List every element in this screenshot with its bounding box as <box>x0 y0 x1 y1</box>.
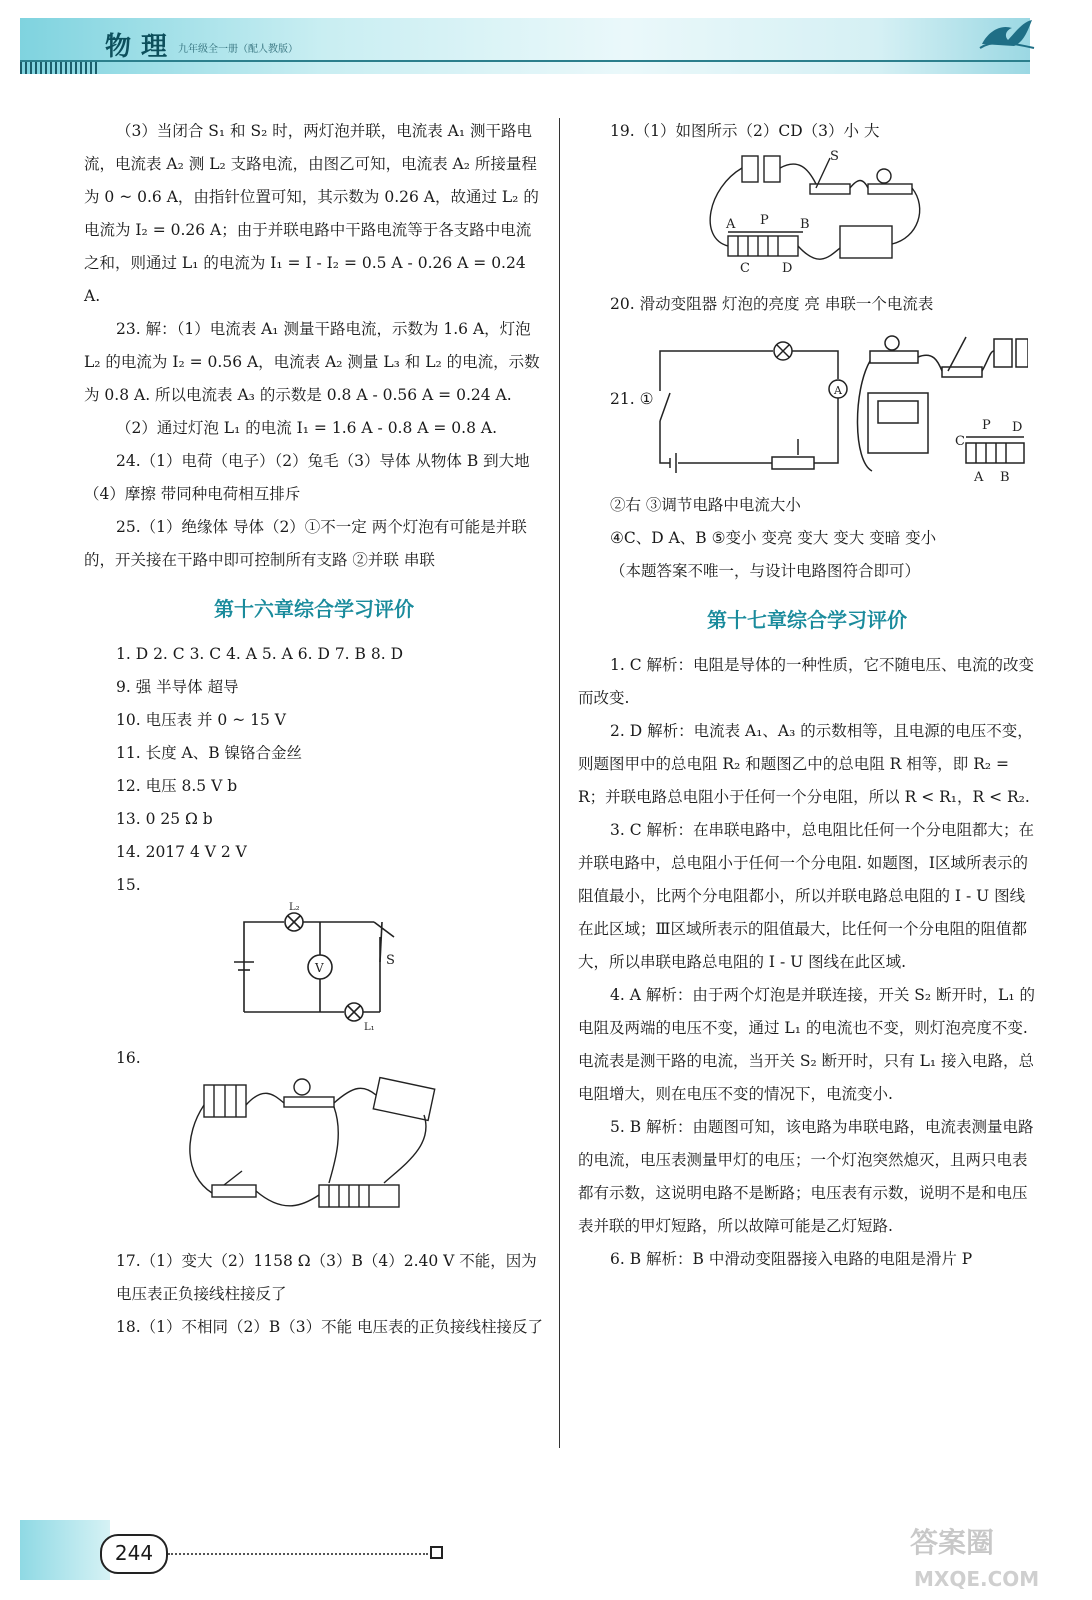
page-number: 244 <box>100 1534 168 1574</box>
answer-23-part2: （2）通过灯泡 L₁ 的电流 I₁ = 1.6 A - 0.8 A = 0.8 A. <box>116 419 497 437</box>
left-column <box>84 115 544 1344</box>
answer-21-part2: ②右 ③调节电路中电流大小 <box>610 496 801 514</box>
switch-s-label: S <box>386 953 395 968</box>
wave-logo-icon <box>978 14 1036 54</box>
answer-20: 20. 滑动变阻器 灯泡的亮度 亮 串联一个电流表 <box>610 295 934 313</box>
answer-25: 25.（1）绝缘体 导体（2）①不一定 两个灯泡有可能是并联的，开关接在干路中即可控制所有支路 ②并联 串联 <box>84 518 527 569</box>
answers-1-8: 1. D 2. C 3. C 4. A 5. A 6. D 7. B 8. D <box>116 645 403 663</box>
right-column <box>578 115 1036 1276</box>
fig21-p-label: P <box>982 418 991 433</box>
chapter-17-heading: 第十七章综合学习评价 <box>707 608 907 632</box>
explanation-4: 4. A 解析：由于两个灯泡是并联连接，开关 S₂ 断开时，L₁ 的电阻及两端的电压不变，通过 L₁ 的电流也不变，则灯泡亮度不变. 电流表是测干路的电流，当开关 S₂ 断开时，只有 L₁ 接入电路，总电阻增大，则在电压不变的情况下，电流变小. <box>578 986 1035 1103</box>
answer-23: 23. 解：（1）电流表 A₁ 测量干路电流，示数为 1.6 A，灯泡 L₂ 的电流为 I₂ = 0.56 A，电流表 A₂ 测量 L₃ 和 L₂ 的电流，示数为 0.8 A. 所以电流表 A₃ 的示数是 0.8 A - 0.56 A = 0.24 A. <box>84 320 540 404</box>
answer-18: 18.（1）不相同（2）B（3）不能 电压表的正负接线柱接反了 <box>116 1318 544 1336</box>
fig21-d-label: D <box>1012 420 1023 435</box>
answer-16-label: 16. <box>116 1049 141 1067</box>
footer-dotted-line <box>168 1553 428 1555</box>
footer-square-icon <box>430 1546 443 1559</box>
voltmeter-label: V <box>315 961 324 975</box>
explanation-2: 2. D 解析：电流表 A₁、A₃ 的示数相等，且电源的电压不变，则题图甲中的总电阻 R₂ 和题图乙中的总电阻 R 相等，即 R₂ = R；并联电路总电阻小于任何一个分电阻，所以 R < R₁，R < R₂. <box>578 722 1033 806</box>
fig19-b-label: B <box>800 217 810 232</box>
subject-title: 物理 <box>105 32 178 62</box>
answer-22-part3: （3）当闭合 S₁ 和 S₂ 时，两灯泡并联，电流表 A₁ 测干路电流，电流表 A₂ 测 L₂ 支路电流，由图乙可知，电流表 A₂ 所接量程为 0 ~ 0.6 A，由指针位置可知，其示数为 0.26 A，故通过 L₂ 的电流为 I₂ = 0.26 A；由于并联电路中干路电流等于各支路中电流之和，则通过 L₁ 的电流为 I₁ = I - I₂ = 0.5 A - 0.26 A = 0.24 A. <box>84 122 539 305</box>
answer-11: 11. 长度 A、B 镍铬合金丝 <box>116 744 303 762</box>
fig19-a-label: A <box>726 217 736 232</box>
watermark-url: MXQE.COM <box>914 1567 1040 1591</box>
lamp-l1-label: L₁ <box>364 1022 375 1033</box>
answer-17: 17.（1）变大（2）1158 Ω（3）B（4）2.40 V 不能，因为电压表正负接线柱接反了 <box>116 1252 537 1303</box>
chapter-16-heading: 第十六章综合学习评价 <box>214 597 414 621</box>
fig19-p-label: P <box>760 213 769 228</box>
ammeter-a-label: A <box>834 384 842 397</box>
answer-19: 19.（1）如图所示（2）CD（3）小 大 <box>610 122 880 140</box>
answer-10: 10. 电压表 并 0 ~ 15 V <box>116 711 286 729</box>
footer-band <box>20 1520 110 1580</box>
circuit-picture-19 <box>578 148 1036 288</box>
book-subtitle: 九年级全一册（配人教版） <box>178 44 298 55</box>
answer-13: 13. 0 25 Ω b <box>116 810 213 828</box>
fig19-c-label: C <box>740 261 750 276</box>
lamp-l2-label: L₂ <box>289 902 300 913</box>
circuit-picture-16 <box>84 1075 544 1245</box>
answer-9: 9. 强 半导体 超导 <box>116 678 239 696</box>
fig21-c-label: C <box>955 434 965 449</box>
answer-21-part4: ④C、D A、B ⑤变小 变亮 变大 变大 变暗 变小 <box>610 529 937 547</box>
fig19-s-label: S <box>830 149 839 164</box>
column-divider <box>559 118 560 1448</box>
answer-12: 12. 电压 8.5 V b <box>116 777 238 795</box>
watermark-text: 答案圈 <box>910 1526 995 1559</box>
explanation-1: 1. C 解析：电阻是导体的一种性质，它不随电压、电流的改变而改变. <box>578 656 1035 707</box>
explanation-5: 5. B 解析：由题图可知，该电路为串联电路，电流表测量电路的电流，电压表测量甲灯的电压；一个灯泡突然熄灭，且两只电表都有示数，这说明电路不是断路；电压表有示数，说明不是和电压表并联的甲灯短路，所以故障可能是乙灯短路. <box>578 1118 1034 1235</box>
header-tick-marks <box>20 62 100 74</box>
explanation-6: 6. B 解析：B 中滑动变阻器接入电路的电阻是滑片 P <box>610 1250 973 1268</box>
fig21-b-label: B <box>1000 470 1010 485</box>
circuit-diagram-15 <box>84 902 544 1042</box>
answer-14: 14. 2017 4 V 2 V <box>116 843 247 861</box>
answer-21-note: （本题答案不唯一，与设计电路图符合即可） <box>610 562 921 580</box>
fig19-d-label: D <box>782 261 793 276</box>
answer-24: 24.（1）电荷（电子）（2）兔毛（3）导体 从物体 B 到大地（4）摩擦 带同种电荷相互排斥 <box>84 452 530 503</box>
watermark-logo <box>900 1510 1080 1595</box>
circuit-diagram-21 <box>648 331 1028 491</box>
answer-21-label: 21. ① <box>610 390 654 408</box>
fig21-a-label: A <box>974 470 984 485</box>
answer-15-label: 15. <box>116 876 141 894</box>
explanation-3: 3. C 解析：在串联电路中，总电阻比任何一个分电阻都大；在并联电路中，总电阻小于任何一个分电阻. 如题图，Ⅰ区域所表示的阻值最小，比两个分电阻都小，所以并联电路总电阻的 I - U 图线在此区域；Ⅲ区域所表示的阻值最大，比任何一个分电阻的阻值都大，所以串联电路总电阻的 I - U 图线在此区域. <box>578 821 1035 971</box>
answer-21-figure-row <box>578 321 1036 489</box>
